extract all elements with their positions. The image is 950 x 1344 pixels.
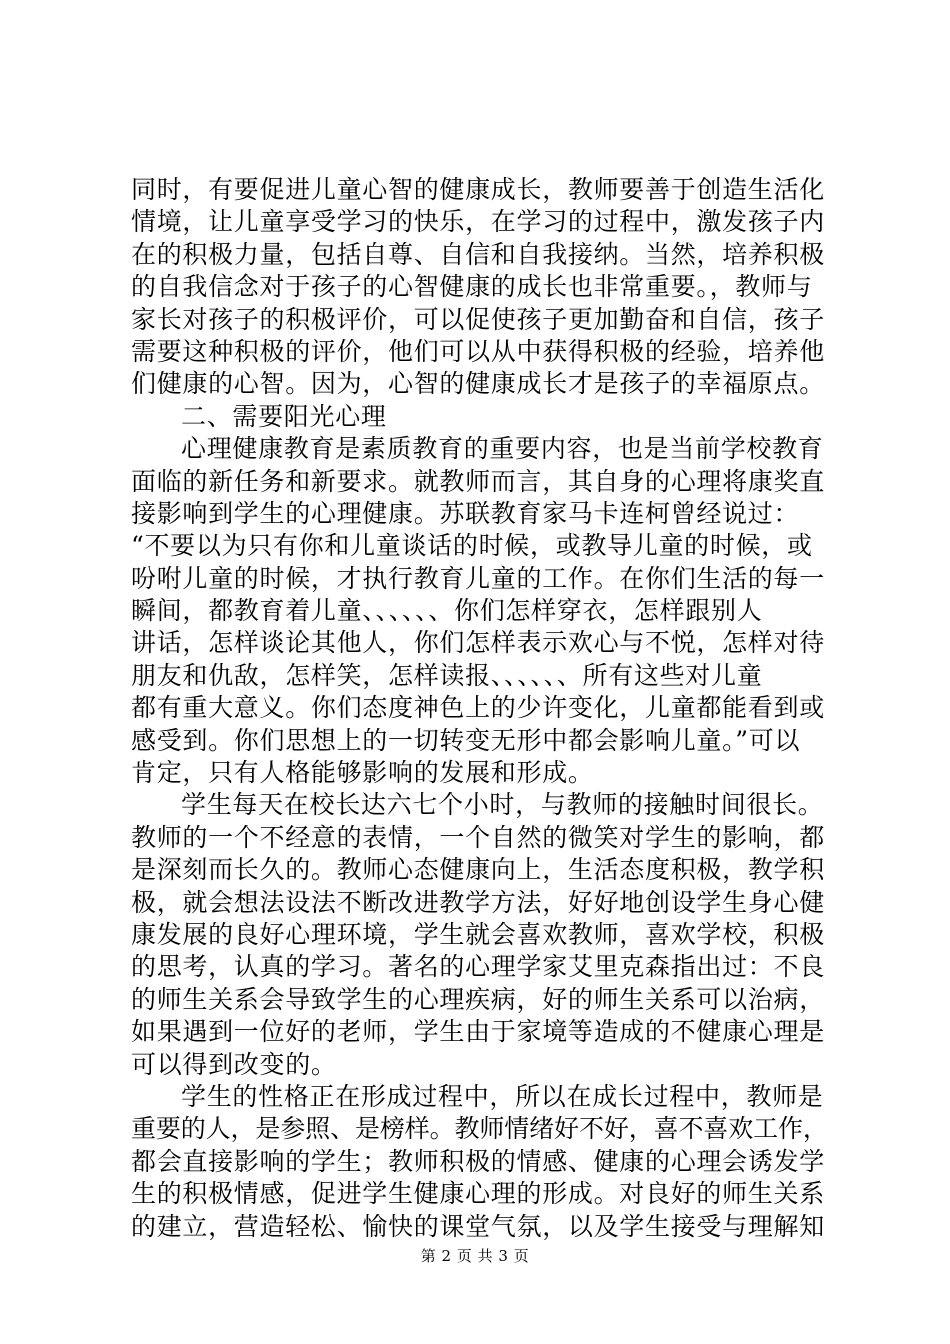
text-line: 同时，有要促进儿童心智的健康成长，教师要善于创造生活化	[131, 175, 825, 204]
document-body	[131, 174, 831, 1243]
text-line: 都会直接影响的学生；教师积极的情感、健康的心理会诱发学	[131, 1146, 825, 1176]
text-line: 的建立，营造轻松、愉快的课堂气氛，以及学生接受与理解知	[131, 1211, 825, 1241]
text-line: 需要这种积极的评价，他们可以从中获得积极的经验，培养他	[131, 336, 825, 366]
text-line: “不要以为只有你和儿童谈话的时候，或教导儿童的时候，或	[131, 531, 813, 561]
text-line: 吩咐儿童的时候，才执行教育儿童的工作。在你们生活的每一	[131, 563, 825, 593]
text-line: 肯定，只有人格能够影响的发展和形成。	[131, 758, 594, 788]
text-line: 面临的新任务和新要求。就教师而言，其自身的心理将康奖直	[131, 466, 825, 496]
text-line: 是深刻而长久的。教师心态健康向上，生活态度积极，教学积	[131, 855, 825, 885]
text-line: 家长对孩子的积极评价，可以促使孩子更加勤奋和自信，孩子	[131, 304, 825, 334]
text-line: 如果遇到一位好的老师，学生由于家境等造成的不健康心理是	[131, 1017, 825, 1047]
text-line: 重要的人，是参照、是榜样。教师情绪好不好，喜不喜欢工作，	[131, 1114, 828, 1144]
text-line: 瞬间，都教育着儿童、、、、、、你们怎样穿衣，怎样跟别人	[131, 596, 763, 626]
text-line: 学生的性格正在形成过程中，所以在成长过程中，教师是	[181, 1081, 824, 1111]
text-line: 接影响到学生的心理健康。苏联教育家马卡连柯曾经说过：	[131, 498, 800, 528]
text-line: 的师生关系会导致学生的心理疾病，好的师生关系可以治病，	[131, 984, 825, 1014]
text-line: 生的积极情感，促进学生健康心理的形成。对良好的师生关系	[131, 1179, 825, 1209]
text-line: 二、需要阳光心理	[181, 401, 387, 431]
text-line: 康发展的良好心理环境，学生就会喜欢教师，喜欢学校，积极	[131, 919, 825, 949]
text-line: 的思考，认真的学习。著名的心理学家艾里克森指出过：不良	[131, 952, 825, 982]
text-line: 心理健康教育是素质教育的重要内容，也是当前学校教育	[181, 434, 824, 464]
text-line: 们健康的心智。因为，心智的健康成长才是孩子的幸福原点。	[131, 369, 825, 399]
page-footer: 第 2 页 共 3 页	[420, 1247, 530, 1265]
text-line: 情境，让儿童享受学习的快乐，在学习的过程中，激发孩子内	[131, 207, 825, 237]
text-line: 感受到。你们思想上的一切转变无形中都会影响儿童。”可以	[131, 725, 801, 755]
text-line: 学生每天在校长达六七个小时，与教师的接触时间很长。	[181, 790, 824, 820]
text-line: 都有重大意义。你们态度神色上的少许变化，儿童都能看到或	[131, 693, 825, 723]
text-line: 的自我信念对于孩子的心智健康的成长也非常重要。，教师与	[131, 272, 813, 302]
text-line: 教师的一个不经意的表情，一个自然的微笑对学生的影响，都	[131, 822, 825, 852]
text-line: 可以得到改变的。	[131, 1049, 337, 1079]
text-line: 极，就会想法设法不断改进教学方法，好好地创设学生身心健	[131, 887, 825, 917]
text-line: 朋友和仇敌，怎样笑，怎样读报、、、、、、所有这些对儿童	[131, 660, 763, 690]
text-line: 讲话，怎样谈论其他人，你们怎样表示欢心与不悦，怎样对待	[131, 628, 825, 658]
text-line: 在的积极力量，包括自尊、自信和自我接纳。当然，培养积极	[131, 239, 825, 269]
